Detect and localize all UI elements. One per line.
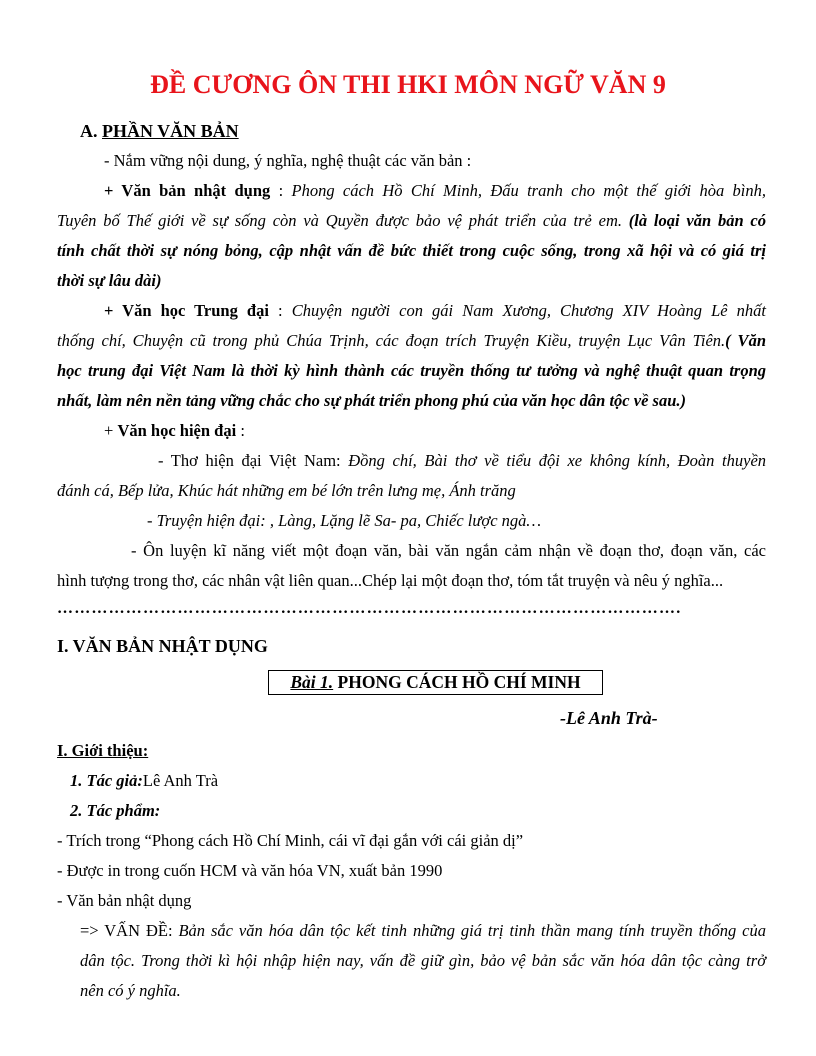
- document-title: ĐỀ CƯƠNG ÔN THI HKI MÔN NGỮ VĂN 9: [150, 70, 666, 99]
- part-a-prefix: A.: [80, 121, 102, 141]
- lesson-title-box: [268, 670, 603, 695]
- nhat-dung-sep: :: [270, 181, 292, 200]
- nhat-dung-line-1: [104, 181, 766, 201]
- trung-dai-note-start: ( Văn: [725, 331, 766, 350]
- hien-dai-sep: :: [236, 421, 245, 440]
- nhat-dung-note-line-3: tính chất thời sự nóng bỏng, cập nhật vấn đề bức thiết trong cuộc sống, trong xã hội và có giá trị: [57, 241, 766, 260]
- work-label: 2. Tác phẩm:: [70, 801, 161, 820]
- lesson-author: -Lê Anh Trà-: [560, 708, 658, 728]
- practice-line-2: hình tượng trong thơ, các nhân vật liên quan...Chép lại một đoạn thơ, tóm tắt truyện và nêu ý nghĩa...: [57, 571, 724, 590]
- intro-heading: I. Giới thiệu:: [57, 741, 149, 760]
- author-label: 1. Tác giả:: [70, 771, 143, 790]
- issue-line-1: [80, 921, 766, 941]
- hien-dai-poetry-works-1: Đồng chí, Bài thơ về tiểu đội xe không kính, Đoàn thuyền: [348, 451, 767, 470]
- work-bullet-3: - Văn bản nhật dụng: [57, 891, 192, 910]
- lesson-number: Bài 1.: [290, 672, 334, 692]
- hien-dai-prose: - Truyện hiện đại: , Làng, Lặng lẽ Sa- pa, Chiếc lược ngà…: [147, 511, 542, 530]
- part-a-intro: - Nắm vững nội dung, ý nghĩa, nghệ thuật các văn bản :: [104, 151, 472, 170]
- hien-dai-poetry-line-2: đánh cá, Bếp lửa, Khúc hát những em bé lớn trên lưng mẹ, Ánh trăng: [57, 481, 516, 500]
- nhat-dung-label: + Văn bản nhật dụng: [104, 181, 271, 200]
- trung-dai-line-2: [57, 331, 766, 351]
- issue-line-3: nên có ý nghĩa.: [80, 981, 181, 1000]
- issue-prefix: => VẤN ĐỀ:: [80, 921, 179, 940]
- trung-dai-works-1: Chuyện người con gái Nam Xương, Chương XIV Hoàng Lê nhất: [291, 301, 767, 320]
- author-value: Lê Anh Trà: [142, 771, 219, 790]
- section-i-heading: I. VĂN BẢN NHẬT DỤNG: [57, 636, 268, 656]
- part-a-heading: [80, 120, 239, 142]
- lesson-title: PHONG CÁCH HỒ CHÍ MINH: [333, 672, 581, 692]
- trung-dai-works-2: thống chí, Chuyện cũ trong phủ Chúa Trịnh, các đoạn trích Truyện Kiều, truyện Lục Vân Tiên.: [57, 331, 726, 350]
- trung-dai-line-1: [104, 301, 766, 321]
- part-a-title: PHẦN VĂN BẢN: [102, 121, 239, 141]
- trung-dai-note-line-3: học trung đại Việt Nam là thời kỳ hình thành các truyền thống tư tưởng và nghệ thuật quan trọng: [57, 361, 766, 380]
- dotted-divider: ……………………………………………………………………………………………….: [57, 600, 682, 617]
- nhat-dung-note-line-4: thời sự lâu dài): [57, 271, 162, 290]
- trung-dai-sep: :: [268, 301, 292, 320]
- hien-dai-heading: [104, 421, 245, 441]
- work-bullet-2: - Được in trong cuốn HCM và văn hóa VN, xuất bản 1990: [57, 861, 443, 880]
- author-line: [70, 771, 218, 791]
- trung-dai-label: + Văn học Trung đại: [104, 301, 269, 320]
- nhat-dung-works-1: Phong cách Hồ Chí Minh, Đấu tranh cho một thế giới hòa bình,: [291, 181, 766, 200]
- hien-dai-label: Văn học hiện đại: [117, 421, 237, 440]
- practice-line-1: - Ôn luyện kĩ năng viết một đoạn văn, bài văn ngắn cảm nhận về đoạn thơ, đoạn văn, các: [131, 541, 766, 560]
- issue-text-1: Bản sắc văn hóa dân tộc kết tinh những giá trị tinh thần mang tính truyền thống của: [178, 921, 766, 940]
- nhat-dung-line-2: [57, 211, 766, 231]
- trung-dai-note-line-4: nhất, làm nên nền tảng vững chắc cho sự phát triển phong phú của văn học dân tộc về sau.): [57, 391, 686, 410]
- nhat-dung-works-2: Tuyên bố Thế giới về sự sống còn và Quyền được bảo vệ phát triển của trẻ em.: [57, 211, 629, 230]
- issue-line-2: dân tộc. Trong thời kì hội nhập hiện nay, vấn đề giữ gìn, bảo vệ bản sắc văn hóa dân tộc càng trở: [80, 951, 766, 970]
- hien-dai-poetry-line-1: [158, 451, 766, 471]
- nhat-dung-note-start: (là loại văn bản có: [628, 211, 766, 230]
- hien-dai-plus: +: [104, 421, 118, 440]
- work-bullet-1: - Trích trong “Phong cách Hồ Chí Minh, cái vĩ đại gắn với cái giản dị”: [57, 831, 524, 850]
- hien-dai-poetry-prefix: - Thơ hiện đại Việt Nam:: [158, 451, 349, 470]
